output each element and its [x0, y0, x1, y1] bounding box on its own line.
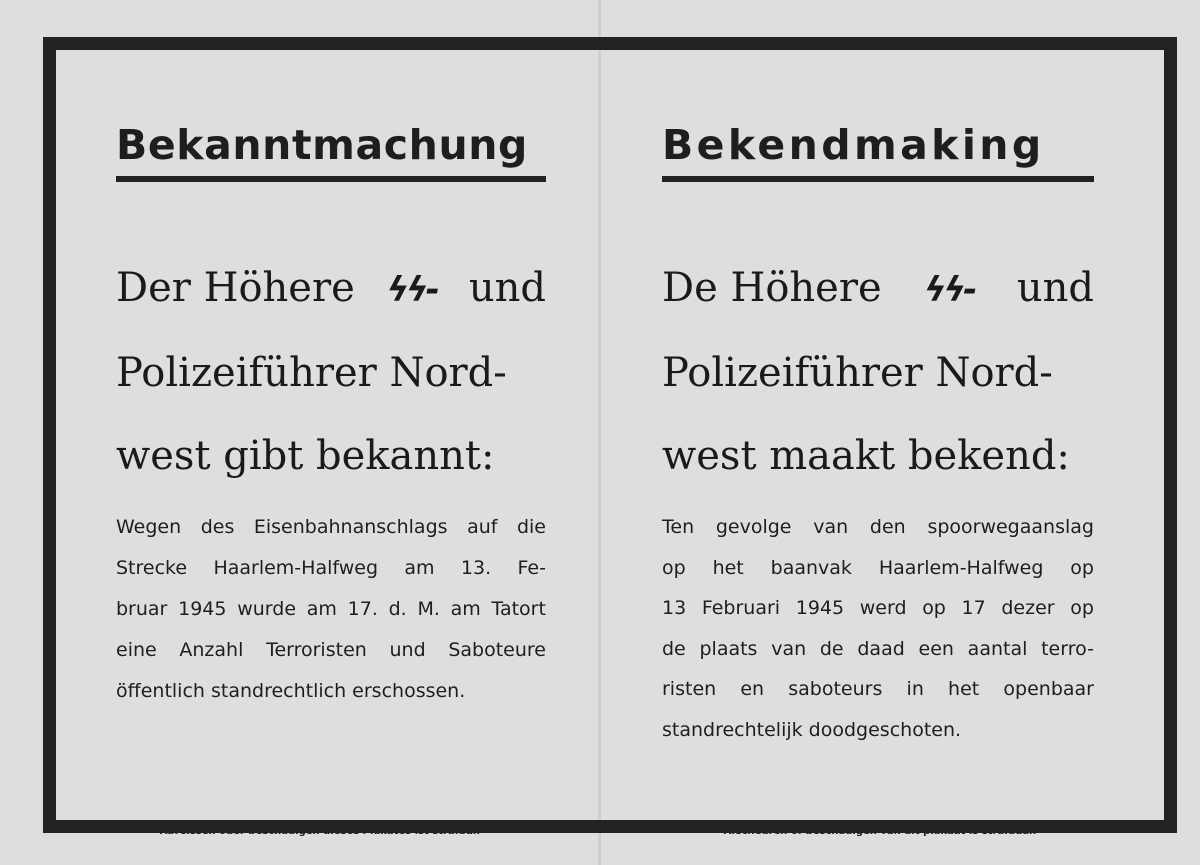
body-word: am [450, 598, 481, 620]
body-word: 1945 [795, 597, 845, 619]
body-word: des [200, 516, 235, 538]
body-word: 17. [347, 598, 378, 620]
body-word: und [389, 639, 426, 661]
german-subhead [116, 247, 546, 498]
body-word: Haarlem-Halfweg [878, 556, 1044, 579]
body-word: auf [467, 516, 498, 538]
body-word: standrechtelijk doodgeschoten. [662, 718, 962, 741]
body-word: terro- [1041, 637, 1094, 660]
body-word: Terroristen [266, 639, 367, 661]
body-word: in [906, 678, 924, 700]
body-word: 17 [961, 597, 986, 619]
german-heading-underline [116, 176, 546, 182]
body-word: bruar [116, 598, 168, 620]
body-word: eine [116, 639, 157, 661]
body-word: en [740, 678, 765, 700]
body-word: Anzahl [179, 639, 244, 661]
left-body-line [116, 630, 546, 671]
body-word: werd [859, 597, 907, 619]
body-word: op [1070, 597, 1094, 619]
body-word: Eisenbahnanschlags [253, 516, 448, 538]
body-word: het [948, 678, 980, 700]
body-word: Tatort [491, 598, 546, 620]
dutch-subhead [662, 247, 1094, 498]
body-word: van [771, 637, 807, 660]
right-body-line [662, 629, 1094, 670]
left-body-line [116, 671, 546, 712]
body-word: op [922, 597, 946, 619]
german-footer-notice: Abreissen oder beschädigen dieses Plakates ist strafbar. [159, 826, 481, 837]
body-word: 1945 [178, 598, 227, 620]
dutch-heading: Bekendmaking [662, 121, 1045, 169]
body-word: op [1070, 556, 1094, 579]
body-word: spoorwegaanslag [927, 516, 1094, 538]
body-word: 13. [460, 557, 492, 579]
body-word: saboteurs [788, 678, 883, 700]
right-body-line [662, 588, 1094, 629]
dutch-subhead-line-1 [662, 247, 1094, 332]
body-word: risten [662, 678, 717, 700]
body-word: den [869, 516, 906, 538]
body-word: d. [388, 598, 407, 620]
body-word: Strecke [116, 557, 188, 579]
body-word: baanvak [770, 556, 852, 579]
body-word: Ten [662, 516, 695, 538]
german-subhead-und: und [468, 265, 546, 311]
body-word: Wegen [116, 516, 182, 538]
body-word: Saboteure [448, 639, 546, 661]
right-body-line [662, 710, 1094, 751]
dutch-subhead-line-2: Polizeiführer Nord- [662, 350, 1053, 396]
body-word: M. [417, 598, 440, 620]
body-word: het [712, 556, 744, 579]
dutch-subhead-und: und [1016, 265, 1094, 311]
body-word: op [662, 556, 686, 579]
body-word: een [918, 637, 954, 660]
body-word: 13 [662, 597, 687, 619]
german-heading: Bekanntmachung [116, 121, 528, 169]
body-word: Fe- [517, 557, 546, 579]
dutch-subhead-de-hohere: De Höhere [662, 265, 882, 311]
body-word: openbaar [1003, 678, 1094, 700]
body-word: de [819, 637, 844, 660]
body-word: Haarlem-Halfweg [213, 557, 379, 579]
body-word: am [306, 598, 337, 620]
body-word: de [662, 637, 686, 660]
left-body-line [116, 548, 546, 589]
left-body-line [116, 507, 546, 548]
body-word: van [813, 516, 849, 538]
dutch-subhead-line-3: west maakt bekend: [662, 433, 1070, 479]
body-word: aantal [967, 637, 1028, 660]
german-body-text [116, 507, 546, 712]
body-word: wurde [237, 598, 297, 620]
german-subhead-line-3: west gibt bekannt: [116, 433, 495, 479]
ss-runes-icon: ϟϟ- [386, 270, 437, 310]
body-word: gevolge [715, 516, 792, 538]
body-word: öffentlich standrechtlich erschossen. [116, 680, 466, 702]
german-subhead-der-hohere: Der Höhere [116, 265, 355, 311]
body-word: am [404, 557, 435, 579]
dutch-body-text [662, 507, 1094, 750]
dutch-footer-notice: Afscheuren of beschadigen van dit plakaat is strafbaar. [723, 826, 1037, 837]
body-word: plaats [699, 637, 758, 660]
body-word: Februari [701, 597, 781, 619]
body-word: die [516, 516, 546, 538]
german-subhead-line-1 [116, 247, 546, 332]
dutch-heading-underline [662, 176, 1094, 182]
body-word: daad [857, 637, 905, 660]
german-subhead-line-2: Polizeiführer Nord- [116, 350, 507, 396]
left-body-line [116, 589, 546, 630]
ss-runes-icon: ϟϟ- [924, 270, 975, 310]
right-body-line [662, 669, 1094, 710]
right-body-line [662, 507, 1094, 548]
body-word: dezer [1001, 597, 1055, 619]
right-body-line [662, 548, 1094, 589]
